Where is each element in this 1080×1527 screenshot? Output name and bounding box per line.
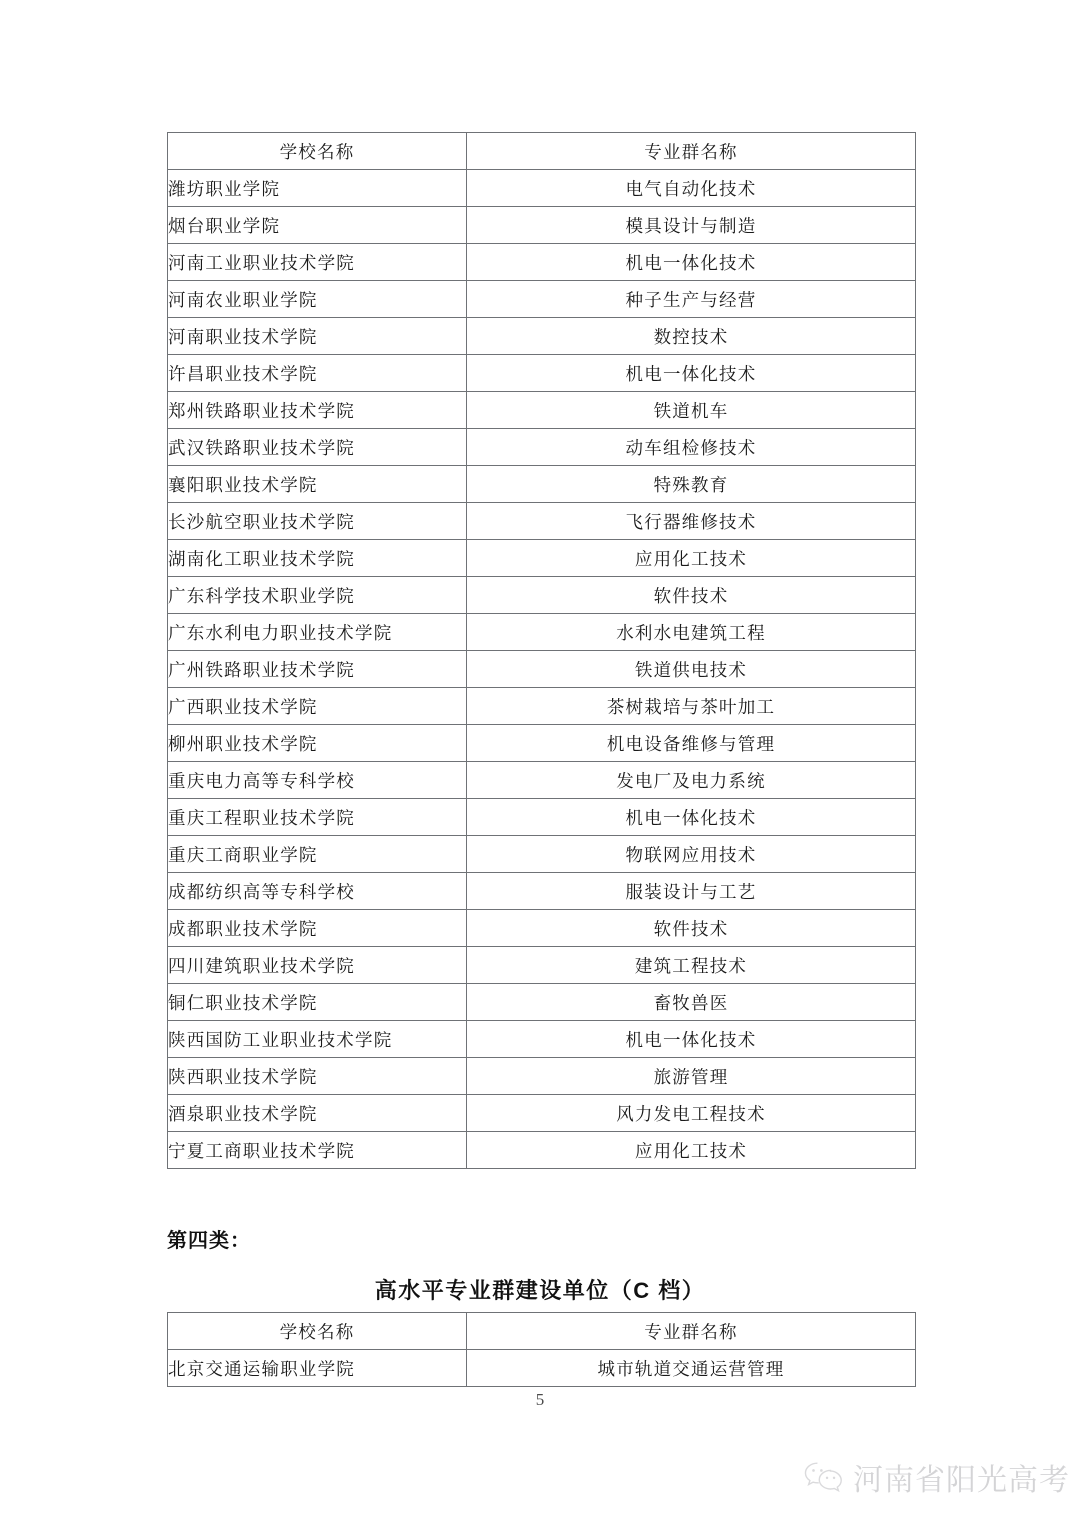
table-header-row xyxy=(168,1313,916,1350)
table-row xyxy=(168,873,916,910)
table-row xyxy=(168,540,916,577)
table-row xyxy=(168,1132,916,1169)
table-row xyxy=(168,725,916,762)
page-number: 5 xyxy=(535,1390,545,1409)
cell-major-group-name: 机电一体化技术 xyxy=(467,1021,916,1058)
watermark-text: 河南省阳光高考 xyxy=(853,1464,1070,1497)
table-row xyxy=(168,799,916,836)
cell-major-group-name: 电气自动化技术 xyxy=(467,170,916,207)
cell-school-name: 铜仁职业技术学院 xyxy=(168,984,467,1021)
table-c-tier-units xyxy=(167,1312,916,1387)
cell-major-group-name: 动车组检修技术 xyxy=(467,429,916,466)
cell-major-group-name: 机电设备维修与管理 xyxy=(467,725,916,762)
cell-school-name: 郑州铁路职业技术学院 xyxy=(168,392,467,429)
cell-major-group-name: 旅游管理 xyxy=(467,1058,916,1095)
table-row xyxy=(168,688,916,725)
cell-school-name: 湖南化工职业技术学院 xyxy=(168,540,467,577)
cell-school-name: 宁夏工商职业技术学院 xyxy=(168,1132,467,1169)
table-row xyxy=(168,170,916,207)
table-row xyxy=(168,355,916,392)
cell-major-group-name: 风力发电工程技术 xyxy=(467,1095,916,1132)
cell-school-name: 陕西职业技术学院 xyxy=(168,1058,467,1095)
table-row xyxy=(168,1095,916,1132)
table-two-body xyxy=(168,1350,916,1387)
table-row xyxy=(168,207,916,244)
table-row xyxy=(168,577,916,614)
column-header-school: 学校名称 xyxy=(168,1313,467,1350)
cell-school-name: 武汉铁路职业技术学院 xyxy=(168,429,467,466)
cell-school-name: 重庆电力高等专科学校 xyxy=(168,762,467,799)
cell-major-group-name: 物联网应用技术 xyxy=(467,836,916,873)
cell-school-name: 成都职业技术学院 xyxy=(168,910,467,947)
cell-major-group-name: 水利水电建筑工程 xyxy=(467,614,916,651)
table-b-tier-units xyxy=(167,132,916,1169)
table-row xyxy=(168,503,916,540)
cell-major-group-name: 畜牧兽医 xyxy=(467,984,916,1021)
table-row xyxy=(168,1350,916,1387)
cell-major-group-name: 特殊教育 xyxy=(467,466,916,503)
cell-major-group-name: 应用化工技术 xyxy=(467,540,916,577)
cell-school-name: 柳州职业技术学院 xyxy=(168,725,467,762)
table-row xyxy=(168,281,916,318)
cell-major-group-name: 数控技术 xyxy=(467,318,916,355)
cell-school-name: 广州铁路职业技术学院 xyxy=(168,651,467,688)
table-row xyxy=(168,392,916,429)
cell-school-name: 广西职业技术学院 xyxy=(168,688,467,725)
table-row xyxy=(168,318,916,355)
table-row xyxy=(168,614,916,651)
cell-major-group-name: 软件技术 xyxy=(467,910,916,947)
table-one-header xyxy=(168,133,916,170)
cell-school-name: 烟台职业学院 xyxy=(168,207,467,244)
table-header-row xyxy=(168,133,916,170)
cell-major-group-name: 发电厂及电力系统 xyxy=(467,762,916,799)
cell-school-name: 襄阳职业技术学院 xyxy=(168,466,467,503)
cell-school-name: 河南农业职业学院 xyxy=(168,281,467,318)
section-label: 第四类： xyxy=(167,1230,251,1252)
cell-major-group-name: 飞行器维修技术 xyxy=(467,503,916,540)
table-row xyxy=(168,984,916,1021)
table-row xyxy=(168,244,916,281)
column-header-major: 专业群名称 xyxy=(467,133,916,170)
cell-major-group-name: 种子生产与经营 xyxy=(467,281,916,318)
cell-major-group-name: 模具设计与制造 xyxy=(467,207,916,244)
cell-school-name: 成都纺织高等专科学校 xyxy=(168,873,467,910)
table-row xyxy=(168,651,916,688)
cell-major-group-name: 机电一体化技术 xyxy=(467,244,916,281)
cell-school-name: 许昌职业技术学院 xyxy=(168,355,467,392)
cell-school-name: 重庆工程职业技术学院 xyxy=(168,799,467,836)
table-two-header xyxy=(168,1313,916,1350)
cell-school-name: 河南职业技术学院 xyxy=(168,318,467,355)
wechat-icon xyxy=(803,1460,845,1494)
cell-major-group-name: 茶树栽培与茶叶加工 xyxy=(467,688,916,725)
cell-major-group-name: 城市轨道交通运营管理 xyxy=(467,1350,916,1387)
table-row xyxy=(168,836,916,873)
cell-school-name: 酒泉职业技术学院 xyxy=(168,1095,467,1132)
cell-major-group-name: 铁道机车 xyxy=(467,392,916,429)
cell-school-name: 重庆工商职业学院 xyxy=(168,836,467,873)
cell-major-group-name: 机电一体化技术 xyxy=(467,355,916,392)
cell-major-group-name: 软件技术 xyxy=(467,577,916,614)
cell-major-group-name: 铁道供电技术 xyxy=(467,651,916,688)
table-row xyxy=(168,1021,916,1058)
cell-school-name: 潍坊职业学院 xyxy=(168,170,467,207)
table-row xyxy=(168,910,916,947)
cell-school-name: 广东水利电力职业技术学院 xyxy=(168,614,467,651)
cell-major-group-name: 应用化工技术 xyxy=(467,1132,916,1169)
column-header-school: 学校名称 xyxy=(168,133,467,170)
table-row xyxy=(168,429,916,466)
watermark xyxy=(803,1455,1070,1499)
cell-school-name: 四川建筑职业技术学院 xyxy=(168,947,467,984)
cell-school-name: 陕西国防工业职业技术学院 xyxy=(168,1021,467,1058)
table-row xyxy=(168,947,916,984)
cell-major-group-name: 建筑工程技术 xyxy=(467,947,916,984)
table-one-body xyxy=(168,170,916,1169)
table-row xyxy=(168,762,916,799)
cell-school-name: 河南工业职业技术学院 xyxy=(168,244,467,281)
cell-school-name: 北京交通运输职业学院 xyxy=(168,1350,467,1387)
cell-major-group-name: 服装设计与工艺 xyxy=(467,873,916,910)
cell-school-name: 长沙航空职业技术学院 xyxy=(168,503,467,540)
table-row xyxy=(168,466,916,503)
cell-school-name: 广东科学技术职业学院 xyxy=(168,577,467,614)
table-row xyxy=(168,1058,916,1095)
section-title: 高水平专业群建设单位（C 档） xyxy=(374,1278,706,1303)
cell-major-group-name: 机电一体化技术 xyxy=(467,799,916,836)
column-header-major: 专业群名称 xyxy=(467,1313,916,1350)
